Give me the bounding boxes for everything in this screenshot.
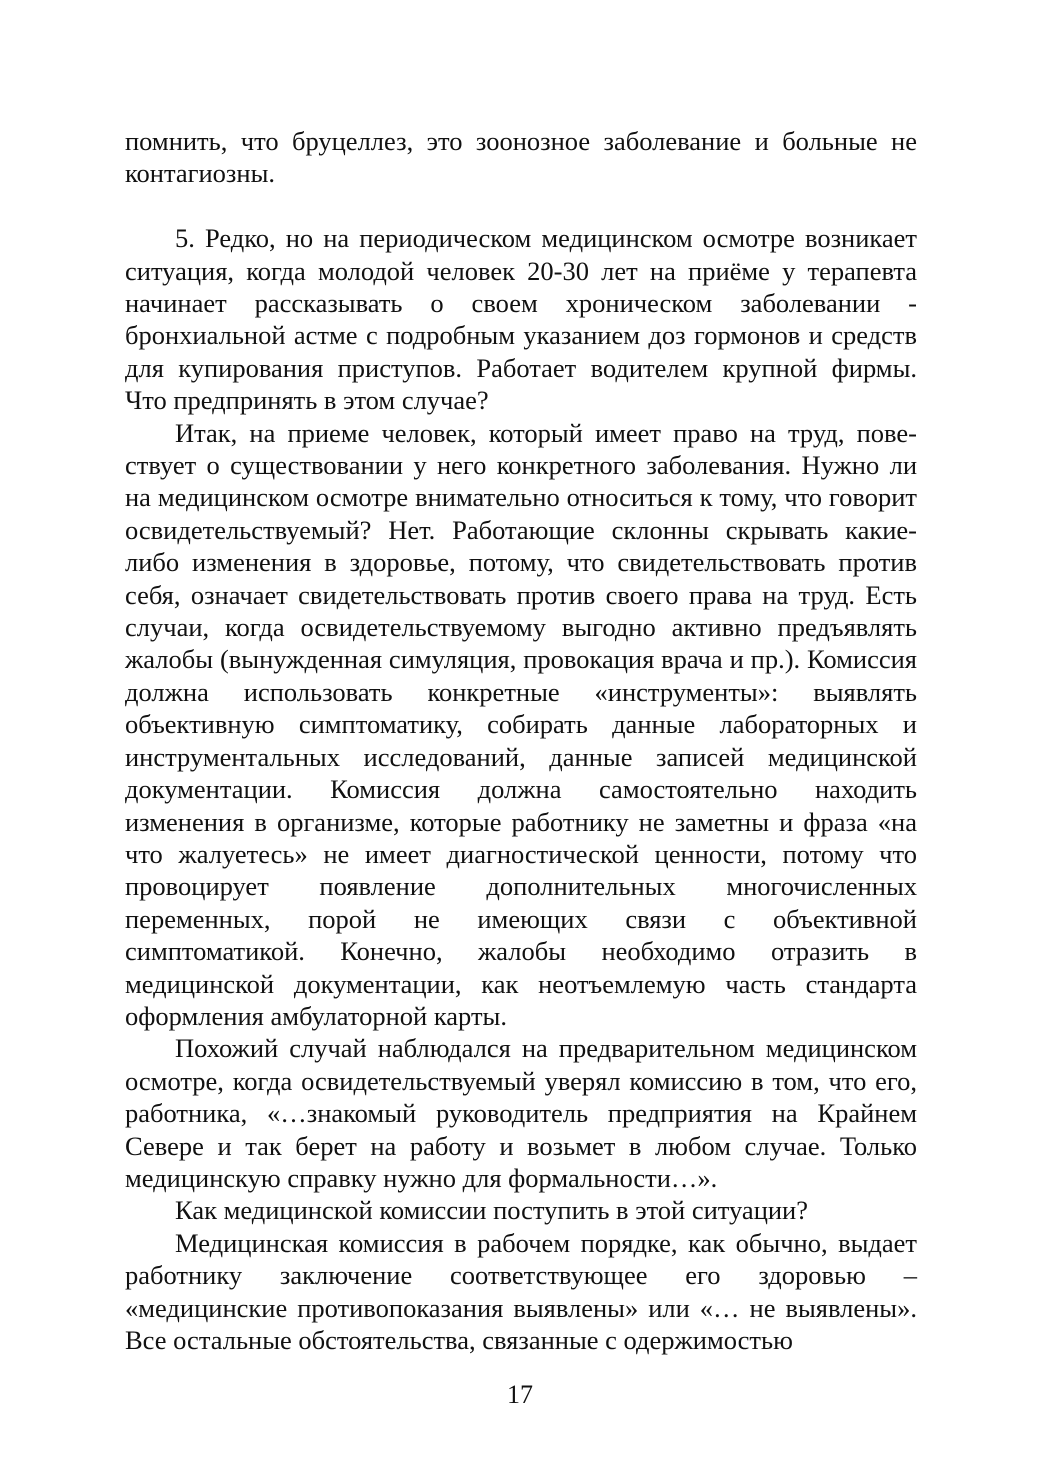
- paragraph-similar-case: Похожий случай наблюдался на предварительном медицинском осмотре, когда освидетельствуемый уверял комиссию в том, что его, работника, «…знакомый руководитель предприятия на Крайнем Севере и так берет на работу и возьмет в любом случае. Только медицинскую справку нужно для формальности…».: [125, 1033, 917, 1193]
- paragraph-question: Как медицинской комиссии поступить в этой ситуации?: [175, 1195, 808, 1226]
- page-number: 17: [507, 1380, 533, 1409]
- page-text-block: [125, 125, 917, 1356]
- paragraph-answer: Медицинская комиссия в рабочем порядке, как обычно, выдает работнику заключение соответствующее его здоровью – «медицинские противопоказания выявлены» или «… не выявлены». Все остальные обстоятельства, связанные с одержимостью: [125, 1227, 917, 1356]
- paragraph-spacer: [125, 190, 917, 222]
- paragraph-question-5: 5. Редко, но на периодическом медицинском осмотре возникает ситуация, когда молодой человек 20-30 лет на приёме у терапевта начинает рассказывать о своем хроническом заболевании - бронхиальной астме с подробным указанием доз гормонов и средств для купирования приступов. Работает водителем крупной фирмы. Что предпринять в этом случае?: [125, 223, 917, 416]
- paragraph-analysis: Итак, на приеме человек, который имеет право на труд, повествует о существовании у него конкретного заболевания. Нужно ли на медицинском осмотре внимательно относиться к тому, что говорит освидетельствуемый? Нет. Работающие склонны скрывать какие-либо изменения в здоровье, потому, что свидетельствовать против себя, означает свидетельствовать против своего права на труд. Есть случаи, когда освидетельствуемому выгодно активно предъявлять жалобы (вынужденная симуляция, провокация врача и пр.). Комиссия должна использовать конкретные «инструменты»: выявлять объективную симптоматику, собирать данные лабораторных и инструментальных исследований, данные записей медицинской документации. Комиссия должна самостоятельно находить изменения в организме, которые работнику не заметны и фраза «на что жалуетесь» не имеет диагностической ценности, потому что провоцирует появление дополнительных многочисленных переменных, порой не имеющих связи с объективной симптоматикой. Конечно, жалобы необходимо отразить в медицинской документации, как неотъемлемую часть стандарта оформления амбулаторной карты.: [125, 417, 917, 1031]
- paragraph-continuation: помнить, что бруцеллез, это зоонозное заболевание и больные не контагиозны.: [125, 126, 917, 189]
